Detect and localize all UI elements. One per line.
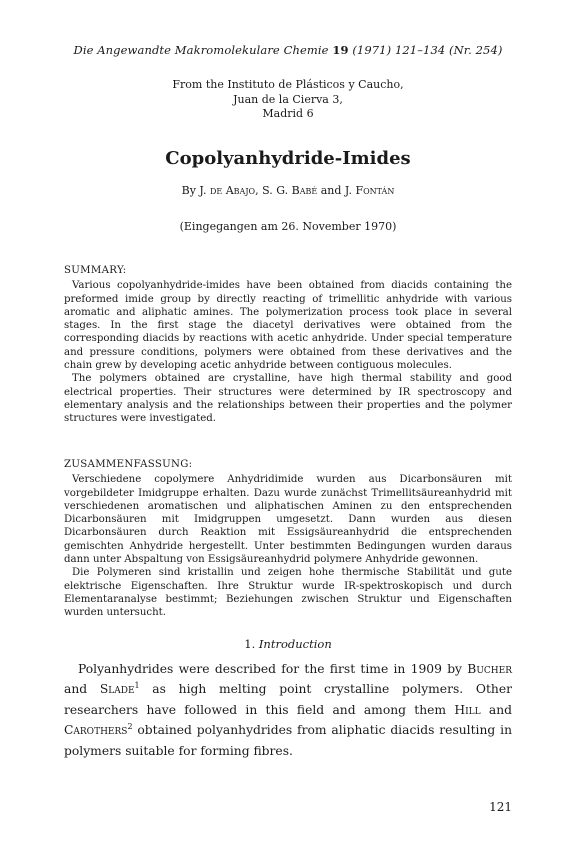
author-name: de Abajo: [209, 184, 256, 197]
journal-issue-info: (1971) 121–134 (Nr. 254): [352, 43, 503, 57]
zusammenfassung-section: [64, 458, 512, 620]
summary-paragraph: Various copolyanhydride-imides have been obtained from diacids containing the preformed imide group by directly reacting of trimellitic anhydride with various aromatic and aliphatic amines. The polymerization process took place in several stages. In the first stage the diacetyl derivatives were obtained from the corresponding diacids by reactions with acetic anhydride. Under special temperature and pressure conditions, polymers were obtained from these derivatives and the chain grew by developing acetic anhydride between contiguous molecules.: [64, 280, 512, 372]
zusammenfassung-paragraph: Verschiedene copolymere Anhydridimide wurden aus Dicarbonsäuren mit vorgebildeter Imidgruppe erhalten. Dazu wurde zunächst Trimellitsäureanhydrid mit verschiedenen aromatischen und aliphatischen Aminen zu den entsprechenden Dicarbonsäuren mit Imidgruppen umgesetzt. Dann wurden aus diesen Dicarbonsäuren durch Reaktion mit Essigsäureanhydrid die entsprechenden gemischten Anhydride hergestellt. Unter bestimmten Bedingungen wurden daraus dann unter Abspaltung von Essigsäureanhydrid polymere Anhydride gewonnen.: [64, 474, 512, 566]
page-number: 121: [489, 800, 512, 814]
section-number: 1.: [244, 637, 259, 651]
cited-author: Bucher: [467, 662, 512, 676]
author-prefix: By J.: [181, 184, 210, 197]
introduction-body: [64, 659, 512, 761]
institution-block: [0, 78, 576, 122]
paper-title: Copolyanhydride-Imides: [165, 148, 411, 169]
reference-marker: 1: [134, 681, 140, 691]
zusammenfassung-heading: ZUSAMMENFASSUNG:: [64, 459, 193, 470]
introduction-paragraph: [64, 659, 512, 761]
journal-name: Die Angewandte Makromolekulare Chemie: [73, 43, 329, 57]
institution-line: From the Instituto de Plásticos y Caucho,: [172, 78, 404, 91]
summary-paragraph: The polymers obtained are crystalline, have high thermal stability and good electrical properties. Their structures were determined by IR spectroscopy and elementary analysis and the relationships between their properties and the polymer structures were investigated.: [64, 373, 512, 425]
zusammenfassung-paragraph: Die Polymeren sind kristallin und zeigen hohe thermische Stabilität und gute elektrische Eigenschaften. Ihre Struktur wurde IR-spektroskopisch und durch Elementaranalyse bestimmt; Beziehungen zwischen Struktur und Eigenschaften wurden untersucht.: [64, 567, 512, 619]
cited-author: Hill: [454, 702, 481, 717]
author-separator: and J.: [317, 184, 356, 197]
body-text: and: [480, 702, 512, 717]
received-date: (Eingegangen am 26. November 1970): [179, 220, 397, 233]
summary-section: [64, 264, 512, 426]
journal-volume: 19: [332, 43, 349, 57]
journal-header: [50, 43, 526, 57]
reference-marker: 2: [127, 722, 133, 732]
body-text: obtained polyanhydrides from aliphatic diacids resulting in polymers suitable for forming fibres.: [64, 723, 512, 758]
cited-author: Carothers: [64, 723, 128, 738]
institution-line: Madrid 6: [262, 107, 314, 120]
cited-author: Slade: [99, 682, 135, 697]
section-title: Introduction: [258, 637, 332, 651]
author-name: Fontán: [355, 184, 395, 197]
author-name: Babé: [291, 184, 318, 197]
author-line: [0, 184, 576, 197]
section-heading-introduction: [0, 637, 576, 651]
author-separator: , S. G.: [255, 184, 292, 197]
body-text: Polyanhydrides were described for the first time in 1909 by: [78, 662, 468, 676]
institution-line: Juan de la Cierva 3,: [233, 92, 343, 106]
body-text: and: [64, 682, 100, 697]
body-text: as high melting point crystalline polymers. Other researchers have followed in this field and among them: [64, 682, 512, 717]
summary-heading: SUMMARY:: [64, 265, 127, 276]
